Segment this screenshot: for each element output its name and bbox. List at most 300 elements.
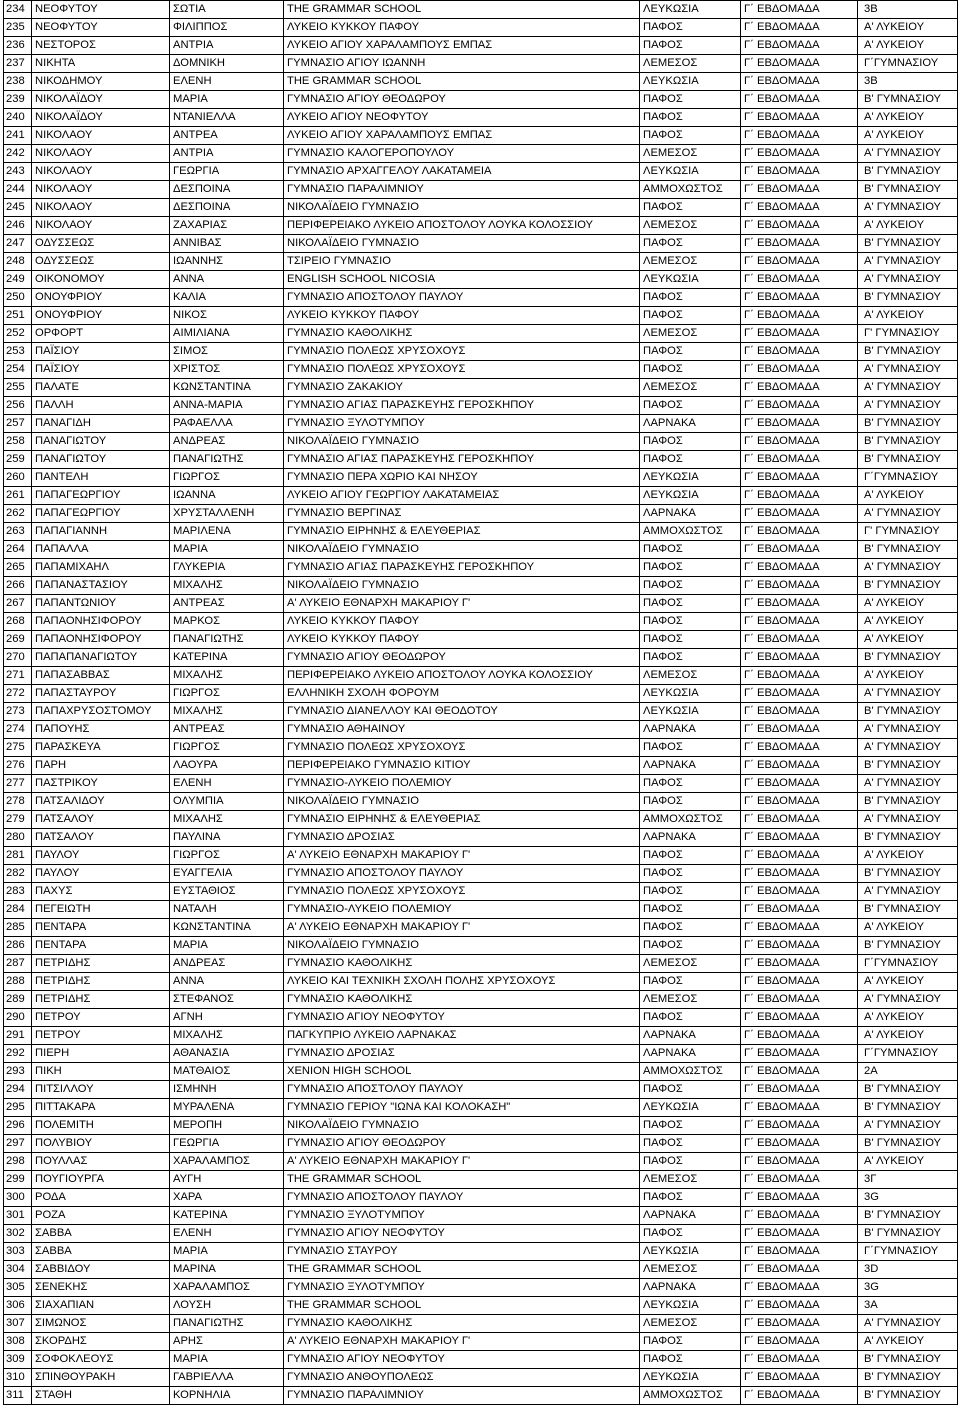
table-row [4, 271, 958, 289]
cell-row-number: 310 [4, 1369, 32, 1387]
cell-city: ΠΑΦΟΣ [640, 361, 741, 379]
cell-week: Γ΄ ΕΒΔΟΜΑΔΑ [741, 361, 858, 379]
cell-surname: ΣΑΒΒΑ [32, 1225, 170, 1243]
cell-class: Α' ΛΥΚΕΙΟΥ [858, 667, 958, 685]
cell-week: Γ΄ ΕΒΔΟΜΑΔΑ [741, 1261, 858, 1279]
cell-school: ΓΥΜΝΑΣΙΟ ΚΑΛΟΓΕΡΟΠΟΥΛΟΥ [284, 145, 640, 163]
cell-school: ΓΥΜΝΑΣΙΟ ΑΠΟΣΤΟΛΟΥ ΠΑΥΛΟΥ [284, 865, 640, 883]
table-row [4, 577, 958, 595]
cell-first-name: ΛΑΟΥΡΑ [170, 757, 284, 775]
cell-week: Γ΄ ΕΒΔΟΜΑΔΑ [741, 1099, 858, 1117]
cell-school: ΓΥΜΝΑΣΙΟ ΑΠΟΣΤΟΛΟΥ ΠΑΥΛΟΥ [284, 1081, 640, 1099]
cell-city: ΛΕΜΕΣΟΣ [640, 991, 741, 1009]
cell-surname: ΠΑΠΑΟΝΗΣΙΦΟΡΟΥ [32, 613, 170, 631]
table-row [4, 1, 958, 19]
cell-week: Γ΄ ΕΒΔΟΜΑΔΑ [741, 19, 858, 37]
cell-class: Β' ΓΥΜΝΑΣΙΟΥ [858, 703, 958, 721]
cell-surname: ΟΔΥΣΣΕΩΣ [32, 253, 170, 271]
cell-first-name: ΑΙΜΙΛΙΑΝΑ [170, 325, 284, 343]
cell-row-number: 265 [4, 559, 32, 577]
cell-row-number: 260 [4, 469, 32, 487]
cell-class: Α' ΛΥΚΕΙΟΥ [858, 37, 958, 55]
cell-class: Β' ΓΥΜΝΑΣΙΟΥ [858, 757, 958, 775]
cell-surname: ΠΑΛΛΗ [32, 397, 170, 415]
cell-class: Β' ΓΥΜΝΑΣΙΟΥ [858, 649, 958, 667]
cell-first-name: ΛΟΥΣΗ [170, 1297, 284, 1315]
cell-first-name: ΜΑΤΘΑΙΟΣ [170, 1063, 284, 1081]
cell-city: ΑΜΜΟΧΩΣΤΟΣ [640, 181, 741, 199]
cell-city: ΑΜΜΟΧΩΣΤΟΣ [640, 1387, 741, 1405]
cell-first-name: ΑΝΤΡΕΑΣ [170, 721, 284, 739]
cell-surname: ΟΔΥΣΣΕΩΣ [32, 235, 170, 253]
cell-school: ΓΥΜΝΑΣΙΟ ΠΟΛΕΩΣ ΧΡΥΣΟΧΟΥΣ [284, 361, 640, 379]
cell-city: ΠΑΦΟΣ [640, 19, 741, 37]
cell-surname: ΠΕΝΤΑΡΑ [32, 937, 170, 955]
cell-city: ΠΑΦΟΣ [640, 1333, 741, 1351]
table-row [4, 379, 958, 397]
cell-class: Α' ΛΥΚΕΙΟΥ [858, 847, 958, 865]
table-row [4, 1387, 958, 1405]
cell-class: 3Β [858, 1, 958, 19]
cell-first-name: ΠΑΝΑΓΙΩΤΗΣ [170, 631, 284, 649]
cell-surname: ΟΝΟΥΦΡΙΟΥ [32, 289, 170, 307]
cell-week: Γ΄ ΕΒΔΟΜΑΔΑ [741, 289, 858, 307]
cell-row-number: 300 [4, 1189, 32, 1207]
table-row [4, 1297, 958, 1315]
cell-school: ΓΥΜΝΑΣΙΟ ΠΟΛΕΩΣ ΧΡΥΣΟΧΟΥΣ [284, 739, 640, 757]
cell-week: Γ΄ ΕΒΔΟΜΑΔΑ [741, 1243, 858, 1261]
cell-week: Γ΄ ΕΒΔΟΜΑΔΑ [741, 901, 858, 919]
cell-row-number: 306 [4, 1297, 32, 1315]
cell-school: THE GRAMMAR SCHOOL [284, 73, 640, 91]
cell-school: ΠΕΡΙΦΕΡΕΙΑΚΟ ΓΥΜΝΑΣΙΟ ΚΙΤΙΟΥ [284, 757, 640, 775]
cell-week: Γ΄ ΕΒΔΟΜΑΔΑ [741, 541, 858, 559]
cell-row-number: 279 [4, 811, 32, 829]
cell-surname: ΠΟΥΓΙΟΥΡΓΑ [32, 1171, 170, 1189]
cell-class: Α' ΛΥΚΕΙΟΥ [858, 1009, 958, 1027]
cell-first-name: ΠΑΝΑΓΙΩΤΗΣ [170, 451, 284, 469]
cell-first-name: ΜΑΡΙΑ [170, 91, 284, 109]
cell-class: Β' ΓΥΜΝΑΣΙΟΥ [858, 433, 958, 451]
cell-school: ΛΥΚΕΙΟ ΚΥΚΚΟΥ ΠΑΦΟΥ [284, 631, 640, 649]
cell-week: Γ΄ ΕΒΔΟΜΑΔΑ [741, 667, 858, 685]
cell-class: Α' ΓΥΜΝΑΣΙΟΥ [858, 811, 958, 829]
cell-week: Γ΄ ΕΒΔΟΜΑΔΑ [741, 1387, 858, 1405]
cell-week: Γ΄ ΕΒΔΟΜΑΔΑ [741, 505, 858, 523]
table-row [4, 109, 958, 127]
cell-week: Γ΄ ΕΒΔΟΜΑΔΑ [741, 991, 858, 1009]
cell-first-name: ΜΙΧΑΛΗΣ [170, 703, 284, 721]
cell-surname: ΠΑΪΣΙΟΥ [32, 361, 170, 379]
cell-first-name: ΑΝΤΡΕΑΣ [170, 595, 284, 613]
cell-city: ΠΑΦΟΣ [640, 199, 741, 217]
cell-class: Β' ΓΥΜΝΑΣΙΟΥ [858, 1225, 958, 1243]
cell-city: ΠΑΦΟΣ [640, 631, 741, 649]
cell-school: ΓΥΜΝΑΣΙΟ ΖΑΚΑΚΙΟΥ [284, 379, 640, 397]
cell-week: Γ΄ ΕΒΔΟΜΑΔΑ [741, 685, 858, 703]
table-row [4, 325, 958, 343]
cell-week: Γ΄ ΕΒΔΟΜΑΔΑ [741, 865, 858, 883]
cell-week: Γ΄ ΕΒΔΟΜΑΔΑ [741, 649, 858, 667]
table-row [4, 1261, 958, 1279]
cell-first-name: ΣΩΤΙΑ [170, 1, 284, 19]
cell-school: ΠΕΡΙΦΕΡΕΙΑΚΟ ΛΥΚΕΙΟ ΑΠΟΣΤΟΛΟΥ ΛΟΥΚΑ ΚΟΛΟΣΣΙΟΥ [284, 217, 640, 235]
cell-surname: ΣΕΝΕΚΗΣ [32, 1279, 170, 1297]
cell-row-number: 302 [4, 1225, 32, 1243]
cell-first-name: ΝΤΑΝΙΕΛΛΑ [170, 109, 284, 127]
cell-city: ΠΑΦΟΣ [640, 91, 741, 109]
cell-week: Γ΄ ΕΒΔΟΜΑΔΑ [741, 145, 858, 163]
table-row [4, 55, 958, 73]
cell-school: THE GRAMMAR SCHOOL [284, 1171, 640, 1189]
cell-school: ΠΑΓΚΥΠΡΙΟ ΛΥΚΕΙΟ ΛΑΡΝΑΚΑΣ [284, 1027, 640, 1045]
cell-row-number: 256 [4, 397, 32, 415]
cell-week: Γ΄ ΕΒΔΟΜΑΔΑ [741, 163, 858, 181]
table-row [4, 397, 958, 415]
table-row [4, 541, 958, 559]
cell-row-number: 250 [4, 289, 32, 307]
cell-class: Β' ΓΥΜΝΑΣΙΟΥ [858, 1081, 958, 1099]
cell-first-name: ΙΣΜΗΝΗ [170, 1081, 284, 1099]
cell-first-name: ΓΙΩΡΓΟΣ [170, 847, 284, 865]
cell-city: ΛΕΜΕΣΟΣ [640, 325, 741, 343]
cell-week: Γ΄ ΕΒΔΟΜΑΔΑ [741, 235, 858, 253]
cell-city: ΛΕΥΚΩΣΙΑ [640, 1369, 741, 1387]
cell-first-name: ΑΝΤΡΙΑ [170, 37, 284, 55]
cell-school: Α' ΛΥΚΕΙΟ ΕΘΝΑΡΧΗ ΜΑΚΑΡΙΟΥ Γ' [284, 919, 640, 937]
cell-surname: ΠΑΝΑΓΙΩΤΟΥ [32, 433, 170, 451]
cell-surname: ΠΑΠΑΧΡΥΣΟΣΤΟΜΟΥ [32, 703, 170, 721]
cell-class: Α' ΓΥΜΝΑΣΙΟΥ [858, 685, 958, 703]
table-row [4, 1171, 958, 1189]
cell-first-name: ΜΑΡΙΑ [170, 1243, 284, 1261]
table-row [4, 505, 958, 523]
cell-class: Α' ΓΥΜΝΑΣΙΟΥ [858, 775, 958, 793]
cell-school: ΓΥΜΝΑΣΙΟ ΚΑΘΟΛΙΚΗΣ [284, 991, 640, 1009]
table-row [4, 991, 958, 1009]
cell-city: ΑΜΜΟΧΩΣΤΟΣ [640, 523, 741, 541]
cell-row-number: 251 [4, 307, 32, 325]
cell-class: Α' ΓΥΜΝΑΣΙΟΥ [858, 199, 958, 217]
cell-surname: ΠΕΤΡΙΔΗΣ [32, 991, 170, 1009]
cell-school: ΝΙΚΟΛΑΪΔΕΙΟ ΓΥΜΝΑΣΙΟ [284, 541, 640, 559]
cell-surname: ΠΑΠΑΓΕΩΡΓΙΟΥ [32, 505, 170, 523]
cell-first-name: ΟΛΥΜΠΙΑ [170, 793, 284, 811]
cell-first-name: ΜΥΡΑΛΕΝΑ [170, 1099, 284, 1117]
cell-school: ΛΥΚΕΙΟ ΚΥΚΚΟΥ ΠΑΦΟΥ [284, 613, 640, 631]
cell-row-number: 297 [4, 1135, 32, 1153]
table-row [4, 883, 958, 901]
cell-week: Γ΄ ΕΒΔΟΜΑΔΑ [741, 973, 858, 991]
cell-city: ΠΑΦΟΣ [640, 775, 741, 793]
cell-row-number: 294 [4, 1081, 32, 1099]
cell-class: Α' ΛΥΚΕΙΟΥ [858, 919, 958, 937]
cell-school: ΓΥΜΝΑΣΙΟ ΒΕΡΓΙΝΑΣ [284, 505, 640, 523]
cell-school: Α' ΛΥΚΕΙΟ ΕΘΝΑΡΧΗ ΜΑΚΑΡΙΟΥ Γ' [284, 847, 640, 865]
table-row [4, 667, 958, 685]
cell-surname: ΠΑΥΛΟΥ [32, 865, 170, 883]
cell-school: ΓΥΜΝΑΣΙΟ ΔΡΟΣΙΑΣ [284, 829, 640, 847]
cell-school: XENION HIGH SCHOOL [284, 1063, 640, 1081]
cell-city: ΠΑΦΟΣ [640, 883, 741, 901]
cell-surname: ΣΙΑΧΑΠΙΑΝ [32, 1297, 170, 1315]
cell-week: Γ΄ ΕΒΔΟΜΑΔΑ [741, 37, 858, 55]
cell-city: ΠΑΦΟΣ [640, 289, 741, 307]
cell-week: Γ΄ ΕΒΔΟΜΑΔΑ [741, 1027, 858, 1045]
cell-class: Α' ΛΥΚΕΙΟΥ [858, 1333, 958, 1351]
cell-first-name: ΕΛΕΝΗ [170, 73, 284, 91]
cell-class: Β' ΓΥΜΝΑΣΙΟΥ [858, 181, 958, 199]
cell-class: Α' ΛΥΚΕΙΟΥ [858, 307, 958, 325]
cell-first-name: ΣΤΕΦΑΝΟΣ [170, 991, 284, 1009]
table-row [4, 793, 958, 811]
cell-row-number: 311 [4, 1387, 32, 1405]
cell-first-name: ΕΛΕΝΗ [170, 1225, 284, 1243]
table-row [4, 127, 958, 145]
table-row [4, 865, 958, 883]
cell-surname: ΠΑΝΤΕΛΗ [32, 469, 170, 487]
cell-first-name: ΧΡΙΣΤΟΣ [170, 361, 284, 379]
cell-city: ΠΑΦΟΣ [640, 595, 741, 613]
cell-school: ΛΥΚΕΙΟ ΑΓΙΟΥ ΧΑΡΑΛΑΜΠΟΥΣ ΕΜΠΑΣ [284, 37, 640, 55]
cell-class: Γ΄ΓΥΜΝΑΣΙΟΥ [858, 1045, 958, 1063]
table-row [4, 937, 958, 955]
cell-surname: ΠΑΠΑΠΑΝΑΓΙΩΤΟΥ [32, 649, 170, 667]
cell-surname: ΠΑΠΑΝΑΣΤΑΣΙΟΥ [32, 577, 170, 595]
cell-row-number: 249 [4, 271, 32, 289]
table-body [4, 1, 958, 1405]
cell-row-number: 237 [4, 55, 32, 73]
cell-row-number: 263 [4, 523, 32, 541]
cell-first-name: ΓΕΩΡΓΙΑ [170, 1135, 284, 1153]
cell-school: THE GRAMMAR SCHOOL [284, 1, 640, 19]
cell-class: Γ' ΓΥΜΝΑΣΙΟΥ [858, 325, 958, 343]
cell-city: ΛΕΥΚΩΣΙΑ [640, 271, 741, 289]
cell-first-name: ΜΙΧΑΛΗΣ [170, 667, 284, 685]
cell-row-number: 281 [4, 847, 32, 865]
table-row [4, 703, 958, 721]
cell-first-name: ΜΙΧΑΛΗΣ [170, 577, 284, 595]
cell-surname: ΝΙΚΗΤΑ [32, 55, 170, 73]
cell-class: Β' ΓΥΜΝΑΣΙΟΥ [858, 577, 958, 595]
cell-school: ΓΥΜΝΑΣΙΟ ΞΥΛΟΤΥΜΠΟΥ [284, 1207, 640, 1225]
cell-week: Γ΄ ΕΒΔΟΜΑΔΑ [741, 379, 858, 397]
cell-surname: ΡΟΔΑ [32, 1189, 170, 1207]
cell-first-name: ΕΥΑΓΓΕΛΙΑ [170, 865, 284, 883]
cell-city: ΠΑΦΟΣ [640, 1225, 741, 1243]
table-row [4, 361, 958, 379]
table-row [4, 829, 958, 847]
cell-school: Α' ΛΥΚΕΙΟ ΕΘΝΑΡΧΗ ΜΑΚΑΡΙΟΥ Γ' [284, 1333, 640, 1351]
cell-row-number: 254 [4, 361, 32, 379]
cell-school: ΓΥΜΝΑΣΙΟ ΕΙΡΗΝΗΣ & ΕΛΕΥΘΕΡΙΑΣ [284, 523, 640, 541]
cell-class: Β' ΓΥΜΝΑΣΙΟΥ [858, 415, 958, 433]
cell-class: 3Γ [858, 1171, 958, 1189]
cell-class: Β' ΓΥΜΝΑΣΙΟΥ [858, 1387, 958, 1405]
cell-surname: ΠΑΠΑΝΤΩΝΙΟΥ [32, 595, 170, 613]
cell-row-number: 246 [4, 217, 32, 235]
cell-class: 3G [858, 1279, 958, 1297]
table-row [4, 1243, 958, 1261]
cell-city: ΛΕΥΚΩΣΙΑ [640, 163, 741, 181]
cell-row-number: 267 [4, 595, 32, 613]
cell-row-number: 270 [4, 649, 32, 667]
table-row [4, 1153, 958, 1171]
cell-surname: ΠΑΠΑΣΤΑΥΡΟΥ [32, 685, 170, 703]
cell-school: ΓΥΜΝΑΣΙΟ ΔΡΟΣΙΑΣ [284, 1045, 640, 1063]
cell-city: ΛΕΥΚΩΣΙΑ [640, 685, 741, 703]
cell-surname: ΠΑΤΣΑΛΟΥ [32, 829, 170, 847]
cell-surname: ΠΑΡΑΣΚΕΥΑ [32, 739, 170, 757]
cell-city: ΠΑΦΟΣ [640, 559, 741, 577]
cell-row-number: 291 [4, 1027, 32, 1045]
cell-first-name: ΑΡΗΣ [170, 1333, 284, 1351]
cell-school: ΝΙΚΟΛΑΪΔΕΙΟ ΓΥΜΝΑΣΙΟ [284, 1117, 640, 1135]
table-row [4, 1333, 958, 1351]
cell-city: ΑΜΜΟΧΩΣΤΟΣ [640, 1063, 741, 1081]
cell-city: ΠΑΦΟΣ [640, 847, 741, 865]
cell-school: ΓΥΜΝΑΣΙΟ-ΛΥΚΕΙΟ ΠΟΛΕΜΙΟΥ [284, 775, 640, 793]
cell-class: Α' ΛΥΚΕΙΟΥ [858, 19, 958, 37]
cell-first-name: ΓΕΩΡΓΙΑ [170, 163, 284, 181]
cell-school: ΓΥΜΝΑΣΙΟ ΑΓΙΟΥ ΝΕΟΦΥΤΟΥ [284, 1009, 640, 1027]
cell-surname: ΣΙΜΩΝΟΣ [32, 1315, 170, 1333]
cell-surname: ΟΡΦΟΡΤ [32, 325, 170, 343]
cell-city: ΛΕΜΕΣΟΣ [640, 1171, 741, 1189]
cell-week: Γ΄ ΕΒΔΟΜΑΔΑ [741, 883, 858, 901]
cell-school: ΝΙΚΟΛΑΪΔΕΙΟ ΓΥΜΝΑΣΙΟ [284, 577, 640, 595]
cell-row-number: 305 [4, 1279, 32, 1297]
cell-school: ΓΥΜΝΑΣΙΟ ΑΘΗΑΙΝΟΥ [284, 721, 640, 739]
cell-city: ΠΑΦΟΣ [640, 1153, 741, 1171]
cell-row-number: 272 [4, 685, 32, 703]
cell-school: ΓΥΜΝΑΣΙΟ ΚΑΘΟΛΙΚΗΣ [284, 1315, 640, 1333]
cell-class: 3Β [858, 73, 958, 91]
cell-week: Γ΄ ΕΒΔΟΜΑΔΑ [741, 577, 858, 595]
cell-school: ΛΥΚΕΙΟ ΑΓΙΟΥ ΓΕΩΡΓΙΟΥ ΛΑΚΑΤΑΜΕΙΑΣ [284, 487, 640, 505]
cell-surname: ΠΟΥΛΛΑΣ [32, 1153, 170, 1171]
cell-row-number: 290 [4, 1009, 32, 1027]
table-row [4, 757, 958, 775]
table-row [4, 1315, 958, 1333]
cell-first-name: ΜΑΡΙΑ [170, 541, 284, 559]
cell-school: ΓΥΜΝΑΣΙΟ ΠΕΡΑ ΧΩΡΙΟ ΚΑΙ ΝΗΣΟΥ [284, 469, 640, 487]
cell-row-number: 274 [4, 721, 32, 739]
cell-class: Β' ΓΥΜΝΑΣΙΟΥ [858, 91, 958, 109]
cell-surname: ΠΑΠΑΛΛΑ [32, 541, 170, 559]
cell-row-number: 253 [4, 343, 32, 361]
cell-surname: ΠΑΠΑΟΝΗΣΙΦΟΡΟΥ [32, 631, 170, 649]
cell-city: ΠΑΦΟΣ [640, 433, 741, 451]
cell-school: THE GRAMMAR SCHOOL [284, 1261, 640, 1279]
cell-surname: ΝΙΚΟΛΑΟΥ [32, 217, 170, 235]
cell-city: ΛΑΡΝΑΚΑ [640, 1279, 741, 1297]
cell-first-name: ΖΑΧΑΡΙΑΣ [170, 217, 284, 235]
cell-first-name: ΕΛΕΝΗ [170, 775, 284, 793]
cell-class: 3G [858, 1189, 958, 1207]
cell-school: ΝΙΚΟΛΑΪΔΕΙΟ ΓΥΜΝΑΣΙΟ [284, 199, 640, 217]
cell-row-number: 288 [4, 973, 32, 991]
table-row [4, 37, 958, 55]
cell-city: ΠΑΦΟΣ [640, 397, 741, 415]
cell-city: ΠΑΦΟΣ [640, 1135, 741, 1153]
table-row [4, 91, 958, 109]
cell-week: Γ΄ ΕΒΔΟΜΑΔΑ [741, 1135, 858, 1153]
cell-week: Γ΄ ΕΒΔΟΜΑΔΑ [741, 415, 858, 433]
cell-school: Α' ΛΥΚΕΙΟ ΕΘΝΑΡΧΗ ΜΑΚΑΡΙΟΥ Γ' [284, 1153, 640, 1171]
cell-city: ΛΕΥΚΩΣΙΑ [640, 1243, 741, 1261]
student-table [3, 0, 958, 1405]
cell-week: Γ΄ ΕΒΔΟΜΑΔΑ [741, 703, 858, 721]
cell-week: Γ΄ ΕΒΔΟΜΑΔΑ [741, 559, 858, 577]
table-row [4, 721, 958, 739]
cell-week: Γ΄ ΕΒΔΟΜΑΔΑ [741, 955, 858, 973]
cell-class: Β' ΓΥΜΝΑΣΙΟΥ [858, 1207, 958, 1225]
cell-week: Γ΄ ΕΒΔΟΜΑΔΑ [741, 397, 858, 415]
cell-row-number: 282 [4, 865, 32, 883]
cell-class: Α' ΓΥΜΝΑΣΙΟΥ [858, 1117, 958, 1135]
cell-class: Α' ΓΥΜΝΑΣΙΟΥ [858, 739, 958, 757]
cell-surname: ΣΠΙΝΘΟΥΡΑΚΗ [32, 1369, 170, 1387]
cell-first-name: ΓΑΒΡΙΕΛΛΑ [170, 1369, 284, 1387]
cell-row-number: 247 [4, 235, 32, 253]
cell-city: ΠΑΦΟΣ [640, 451, 741, 469]
cell-surname: ΠΑΤΣΑΛΟΥ [32, 811, 170, 829]
cell-week: Γ΄ ΕΒΔΟΜΑΔΑ [741, 829, 858, 847]
table-row [4, 307, 958, 325]
cell-school: ΓΥΜΝΑΣΙΟ ΑΓΙΟΥ ΝΕΟΦΥΤΟΥ [284, 1351, 640, 1369]
cell-row-number: 258 [4, 433, 32, 451]
cell-row-number: 239 [4, 91, 32, 109]
table-row [4, 163, 958, 181]
cell-school: Α' ΛΥΚΕΙΟ ΕΘΝΑΡΧΗ ΜΑΚΑΡΙΟΥ Γ' [284, 595, 640, 613]
cell-class: Α' ΓΥΜΝΑΣΙΟΥ [858, 559, 958, 577]
cell-city: ΠΑΦΟΣ [640, 343, 741, 361]
cell-surname: ΠΙΤΣΙΛΛΟΥ [32, 1081, 170, 1099]
cell-week: Γ΄ ΕΒΔΟΜΑΔΑ [741, 1279, 858, 1297]
cell-row-number: 275 [4, 739, 32, 757]
table-row [4, 1045, 958, 1063]
cell-surname: ΝΙΚΟΛΑΪΔΟΥ [32, 91, 170, 109]
cell-city: ΛΕΜΕΣΟΣ [640, 955, 741, 973]
cell-week: Γ΄ ΕΒΔΟΜΑΔΑ [741, 1171, 858, 1189]
table-row [4, 1225, 958, 1243]
cell-row-number: 278 [4, 793, 32, 811]
cell-week: Γ΄ ΕΒΔΟΜΑΔΑ [741, 1063, 858, 1081]
cell-class: Γ΄ΓΥΜΝΑΣΙΟΥ [858, 469, 958, 487]
cell-city: ΠΑΦΟΣ [640, 1351, 741, 1369]
cell-school: ΤΣΙΡΕΙΟ ΓΥΜΝΑΣΙΟ [284, 253, 640, 271]
cell-city: ΠΑΦΟΣ [640, 901, 741, 919]
cell-first-name: ΑΝΝΑ [170, 973, 284, 991]
cell-week: Γ΄ ΕΒΔΟΜΑΔΑ [741, 127, 858, 145]
cell-school: ΓΥΜΝΑΣΙΟ ΑΓΙΑΣ ΠΑΡΑΣΚΕΥΗΣ ΓΕΡΟΣΚΗΠΟΥ [284, 559, 640, 577]
cell-school: ΓΥΜΝΑΣΙΟ ΞΥΛΟΤΥΜΠΟΥ [284, 1279, 640, 1297]
cell-week: Γ΄ ΕΒΔΟΜΑΔΑ [741, 1, 858, 19]
cell-class: Α' ΓΥΜΝΑΣΙΟΥ [858, 1315, 958, 1333]
cell-city: ΛΕΜΕΣΟΣ [640, 1315, 741, 1333]
cell-first-name: ΜΙΧΑΛΗΣ [170, 811, 284, 829]
cell-first-name: ΣΙΜΟΣ [170, 343, 284, 361]
cell-first-name: ΑΓΝΗ [170, 1009, 284, 1027]
cell-surname: ΠΕΤΡΟΥ [32, 1009, 170, 1027]
cell-city: ΠΑΦΟΣ [640, 937, 741, 955]
cell-first-name: ΚΑΤΕΡΙΝΑ [170, 1207, 284, 1225]
cell-week: Γ΄ ΕΒΔΟΜΑΔΑ [741, 1153, 858, 1171]
cell-class: Β' ΓΥΜΝΑΣΙΟΥ [858, 235, 958, 253]
cell-school: ΓΥΜΝΑΣΙΟ ΣΤΑΥΡΟΥ [284, 1243, 640, 1261]
cell-surname: ΠΑΣΤΡΙΚΟΥ [32, 775, 170, 793]
